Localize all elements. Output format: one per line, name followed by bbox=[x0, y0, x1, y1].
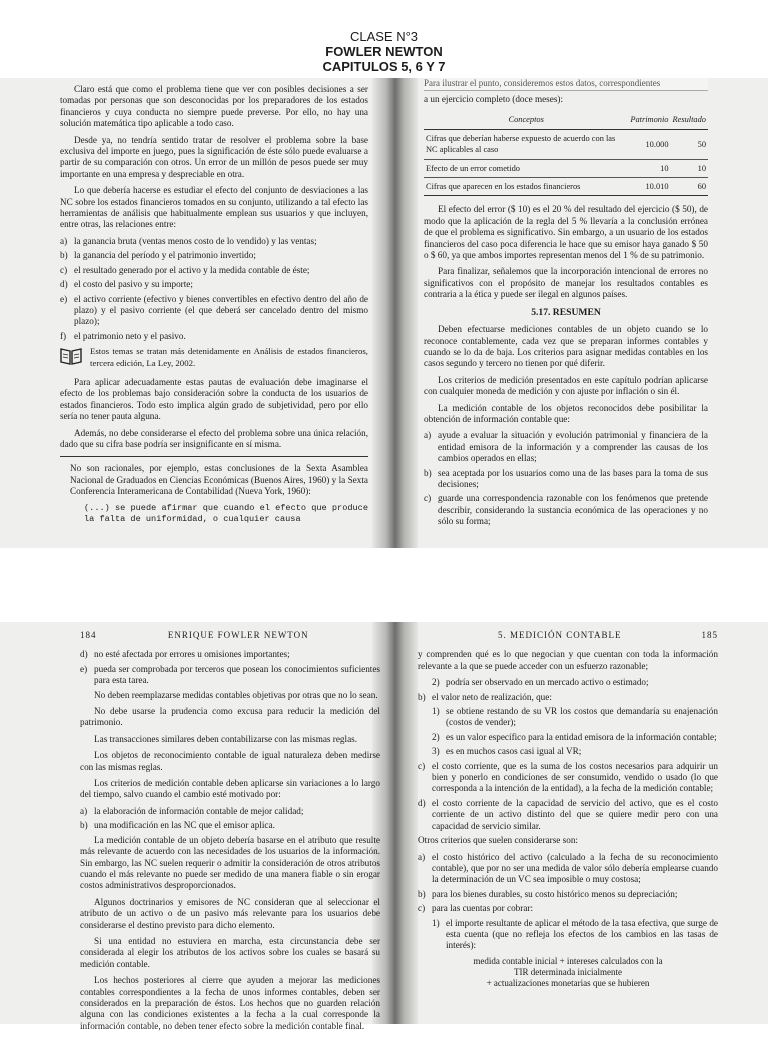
chapters-title: CAPITULOS 5, 6 Y 7 bbox=[322, 59, 446, 74]
column-header: Conceptos bbox=[424, 111, 628, 129]
paragraph: Si una entidad no estuviera en marcha, esta circunstancia debe ser considerada al elegir los atributos de los activos sobre los cuales se basará su medición contable. bbox=[80, 935, 380, 969]
paragraph: Para aplicar adecuadamente estas pautas de evaluación debe imaginarse el efecto de los problemas bajo consideración sobre la conducta de los usuarios de estados financieros. Todo esto implica algún grado de subjetividad, pero por ello sería no tener pauta alguna. bbox=[60, 376, 368, 422]
paragraph: No debe usarse la prudencia como excusa para reducir la medición del patrimonio. bbox=[80, 706, 380, 728]
list-item: b) la ganancia del período y el patrimonio invertido; bbox=[60, 250, 256, 261]
paragraph: El efecto del error ($ 10) es el 20 % del resultado del ejercicio ($ 50), de modo que la aplicación de la regla del 5 % llevaría a la conclusión errónea de que el problema es significativo. Sin embargo, a un usuario de los estados financieros del caso poca diferencia le hace que su emisor haya ganado $ 50 o $ 60, ya que ambos importes representan menos del 1 % de su patrimonio. bbox=[424, 204, 708, 261]
list-item: f) el patrimonio neto y el pasivo. bbox=[60, 330, 186, 341]
list-item: 1) el importe resultante de aplicar el método de la tasa efectiva, que surge de esta cuenta (que no refleja los efectos de los cambios en las tasas de interés): bbox=[432, 917, 718, 951]
table-row bbox=[424, 178, 708, 196]
list-item: c) guarde una correspondencia razonable con los fenómenos que pretende describir, considerando la sustancia económica de las operaciones y no sólo su forma; bbox=[424, 493, 708, 527]
paragraph: Otros criterios que suelen considerarse son: bbox=[418, 835, 578, 846]
table-cell: 10.000 bbox=[628, 129, 670, 159]
paragraph: La medición contable de los objetos reconocidos debe posibilitar la obtención de información contable que: bbox=[424, 402, 708, 424]
error-effect-table bbox=[424, 111, 708, 196]
left-page-text bbox=[60, 84, 368, 525]
book-spread-top bbox=[0, 78, 768, 548]
list-item: b) una modificación en las NC que el emisor aplica. bbox=[80, 820, 275, 831]
paragraph: La medición contable de un objeto debería basarse en el atributo que resulte más relevante de acuerdo con las necesidades de los usuarios de la información. Sin embargo, las NC suelen requerir o admitir la consideración de otros atributos cuando el más relevante no puede ser medido de una manera fiable o sin erogar costos administrativos desproporcionados. bbox=[80, 834, 380, 891]
table-header-row bbox=[424, 111, 708, 129]
list-item: b) sea aceptada por los usuarios como una de las bases para la toma de sus decisiones; bbox=[424, 467, 708, 489]
quote-text: (...) se puede afirmar que cuando el efecto que produce la falta de uniformidad, o cualquier causa bbox=[84, 502, 368, 524]
section-heading: 5.17. RESUMEN bbox=[531, 306, 601, 318]
list-item: a) la ganancia bruta (ventas menos costo de lo vendido) y las ventas; bbox=[60, 235, 317, 246]
list-item: 2) podría ser observado en un mercado activo o estimado; bbox=[432, 677, 649, 688]
footnote-text: No son racionales, por ejemplo, estas conclusiones de la Sexta Asamblea Nacional de Graduados en Ciencias Económicas (Buenos Aires, 1960) y la Sexta Conferencia Interamericana de Contabilidad (Nueva York, 1960): bbox=[70, 463, 368, 497]
paragraph: Claro está que como el problema tiene que ver con posibles decisiones a ser tomadas por personas que son desconocidas por los preparadores de los estados financieros y cuya conducta no siempre puede preverse. Por ello, no hay una solución matemática tipo aplicable a todo caso. bbox=[60, 84, 368, 129]
list-item: b) para los bienes durables, su costo histórico menos su depreciación; bbox=[418, 888, 678, 899]
list-item: e) pueda ser comprobada por terceros que posean los conocimientos suficientes para esta tarea. bbox=[80, 663, 380, 686]
class-number: CLASE N°3 bbox=[349, 29, 419, 44]
table-cell: 60 bbox=[671, 178, 709, 196]
table-row bbox=[424, 159, 708, 177]
paragraph: No deben reemplazarse medidas contables objetivas por otras que no lo sean. bbox=[94, 689, 378, 700]
right-page-text bbox=[418, 622, 718, 989]
table-cell: Cifras que aparecen en los estados financieros bbox=[424, 178, 628, 196]
table-cell: 50 bbox=[671, 129, 709, 159]
left-page-text bbox=[80, 622, 380, 1037]
book-spread-bottom bbox=[0, 622, 768, 1031]
formula-line: + actualizaciones monetarias que se hubieren bbox=[486, 977, 650, 988]
paragraph: Deben efectuarse mediciones contables de un objeto cuando se lo reconoce contablemente, cada vez que se preparan informes contables y cuando se lo da de baja. Los criterios para asignar medidas contables en los casos segundo y tercero no tienen por qué diferir. bbox=[424, 324, 708, 369]
footnote-box bbox=[60, 456, 368, 525]
book-reference-text: Estos temas se tratan más detenidamente en Análisis de estados financieros, tercera edición, La Ley, 2002. bbox=[90, 346, 368, 368]
running-head-title: 5. MEDICIÓN CONTABLE bbox=[497, 630, 622, 640]
running-header bbox=[418, 630, 718, 641]
table-row bbox=[424, 129, 708, 159]
table-cell: 10 bbox=[671, 159, 709, 177]
table-cell: Efecto de un error cometido bbox=[424, 159, 628, 177]
paragraph: Lo que debería hacerse es estudiar el efecto del conjunto de desviaciones a las NC sobre los estados financieros tomados en su conjunto, utilizando a tal efecto las herramientas de análisis que habitualmente emplean sus usuarios y que incluyen, entre otras, las relaciones entre: bbox=[60, 185, 368, 230]
relations-list bbox=[60, 236, 368, 342]
paragraph: Para finalizar, señalemos que la incorporación intencional de errores no significativos con el propósito de manejar los resultados contables es contraria a la ética y puede ser ilegal en algunos países. bbox=[424, 266, 708, 300]
page-number: 185 bbox=[701, 630, 718, 640]
list-item: d) el costo corriente de la capacidad de servicio del activo, que es el costo corriente de un activo distinto del que se quiere medir pero con una capacidad de servicio similar. bbox=[418, 797, 718, 831]
cut-off-line: Para ilustrar el punto, consideremos estos datos, correspondientes bbox=[424, 78, 708, 91]
page-number: 184 bbox=[80, 630, 97, 640]
document-header bbox=[0, 0, 768, 78]
paragraph: Algunos doctrinarios y emisores de NC consideran que al seleccionar el atributo de un activo o de un pasivo más relevante para los usuarios debe considerarse el destino previsto para dicho elemento. bbox=[80, 896, 380, 930]
list-item: e) el activo corriente (efectivo y bienes convertibles en efectivo dentro del año de plazo) y el pasivo corriente (el que deberá ser cancelado dentro del mismo plazo); bbox=[60, 293, 368, 327]
author-title: FOWLER NEWTON bbox=[325, 44, 443, 59]
paragraph: y comprenden qué es lo que negocian y que cuentan con toda la información relevante a la que se puede acceder con un esfuerzo razonable; bbox=[418, 649, 718, 671]
list-item: a) el costo histórico del activo (calculado a la fecha de su reconocimiento contable), que por no ser una medida de valor sólo debería emplearse cuando la determinación de un VC sea imposible o muy costosa; bbox=[418, 851, 718, 885]
table-cell: 10 bbox=[628, 159, 670, 177]
paragraph: Los criterios de medición contable deben aplicarse sin variaciones a lo largo del tiempo, salvo cuando el cambio esté motivado por: bbox=[80, 778, 380, 800]
table-cell: 10.010 bbox=[628, 178, 670, 196]
right-page-text bbox=[424, 78, 708, 531]
formula bbox=[418, 956, 718, 989]
list-item: a) la elaboración de información contable de mejor calidad; bbox=[80, 805, 304, 816]
list-item: c) el resultado generado por el activo y la medida contable de éste; bbox=[60, 264, 310, 275]
column-header: Patrimonio bbox=[628, 111, 670, 129]
book-gutter bbox=[372, 78, 418, 548]
list-item: c) para las cuentas por cobrar: bbox=[418, 903, 534, 914]
list-item: d) el costo del pasivo y su importe; bbox=[60, 279, 193, 290]
paragraph: Los objetos de reconocimiento contable de igual naturaleza deben medirse con las mismas reglas. bbox=[80, 750, 380, 772]
running-header bbox=[80, 630, 380, 641]
list-item: b) el valor neto de realización, que: bbox=[418, 691, 552, 702]
list-item: 1) se obtiene restando de su VR los costos que demandaría su enajenación (costos de vender); bbox=[432, 706, 718, 728]
paragraph: a un ejercicio completo (doce meses): bbox=[424, 94, 564, 104]
book-reference bbox=[60, 346, 368, 369]
page-gap bbox=[0, 548, 768, 622]
open-book-icon bbox=[60, 346, 82, 366]
list-item: a) ayude a evaluar la situación y evolución patrimonial y financiera de la entidad emisora de la información y a comprender las causas de los cambios operados en ellas; bbox=[424, 430, 708, 464]
paragraph: Las transacciones similares deben contabilizarse con las mismas reglas. bbox=[94, 733, 358, 744]
list-item: 2) es un valor específico para la entidad emisora de la información contable; bbox=[432, 731, 717, 742]
list-item: c) el costo corriente, que es la suma de los costos necesarios para adquirir un bien y ponerlo en condiciones de ser consumido, vendido o usado (lo que corresponda a la intención de la entidad), a la fecha de la medición contable; bbox=[418, 760, 718, 794]
column-header: Resultado bbox=[671, 111, 709, 129]
paragraph: Los hechos posteriores al cierre que ayuden a mejorar las mediciones contables correspondientes a la fecha de unos informes contables, deben ser considerados en la preparación de éstos. Los hechos que no guarden relación alguna con las condiciones existentes a la fecha a la cual corresponde la información contable, no deben tener efecto sobre la medición contable final. bbox=[80, 975, 380, 1031]
paragraph: Los criterios de medición presentados en este capítulo podrían aplicarse con cualquier moneda de medición y con ajuste por inflación o sin él. bbox=[424, 374, 708, 397]
paragraph: Además, no debe considerarse el efecto del problema sobre una única relación, dado que su cifra base podría ser insignificante en sí misma. bbox=[60, 427, 368, 449]
formula-line: medida contable inicial + intereses calculados con la bbox=[473, 955, 663, 966]
table-cell: Cifras que deberían haberse expuesto de acuerdo con las NC aplicables al caso bbox=[424, 129, 628, 159]
paragraph: Desde ya, no tendría sentido tratar de resolver el problema sobre la base exclusiva del importe en juego, pues la significación de éste sólo puede evaluarse a partir de su comparación con otros. Un error de un millón de pesos puede ser muy importante en una empresa y despreciable en otra. bbox=[60, 134, 368, 179]
formula-line: TIR determinada inicialmente bbox=[514, 966, 622, 977]
list-item: 3) es en muchos casos casi igual al VR; bbox=[432, 746, 582, 757]
running-head-title: ENRIQUE FOWLER NEWTON bbox=[167, 630, 309, 640]
list-item: d) no esté afectada por errores u omisiones importantes; bbox=[80, 649, 290, 660]
